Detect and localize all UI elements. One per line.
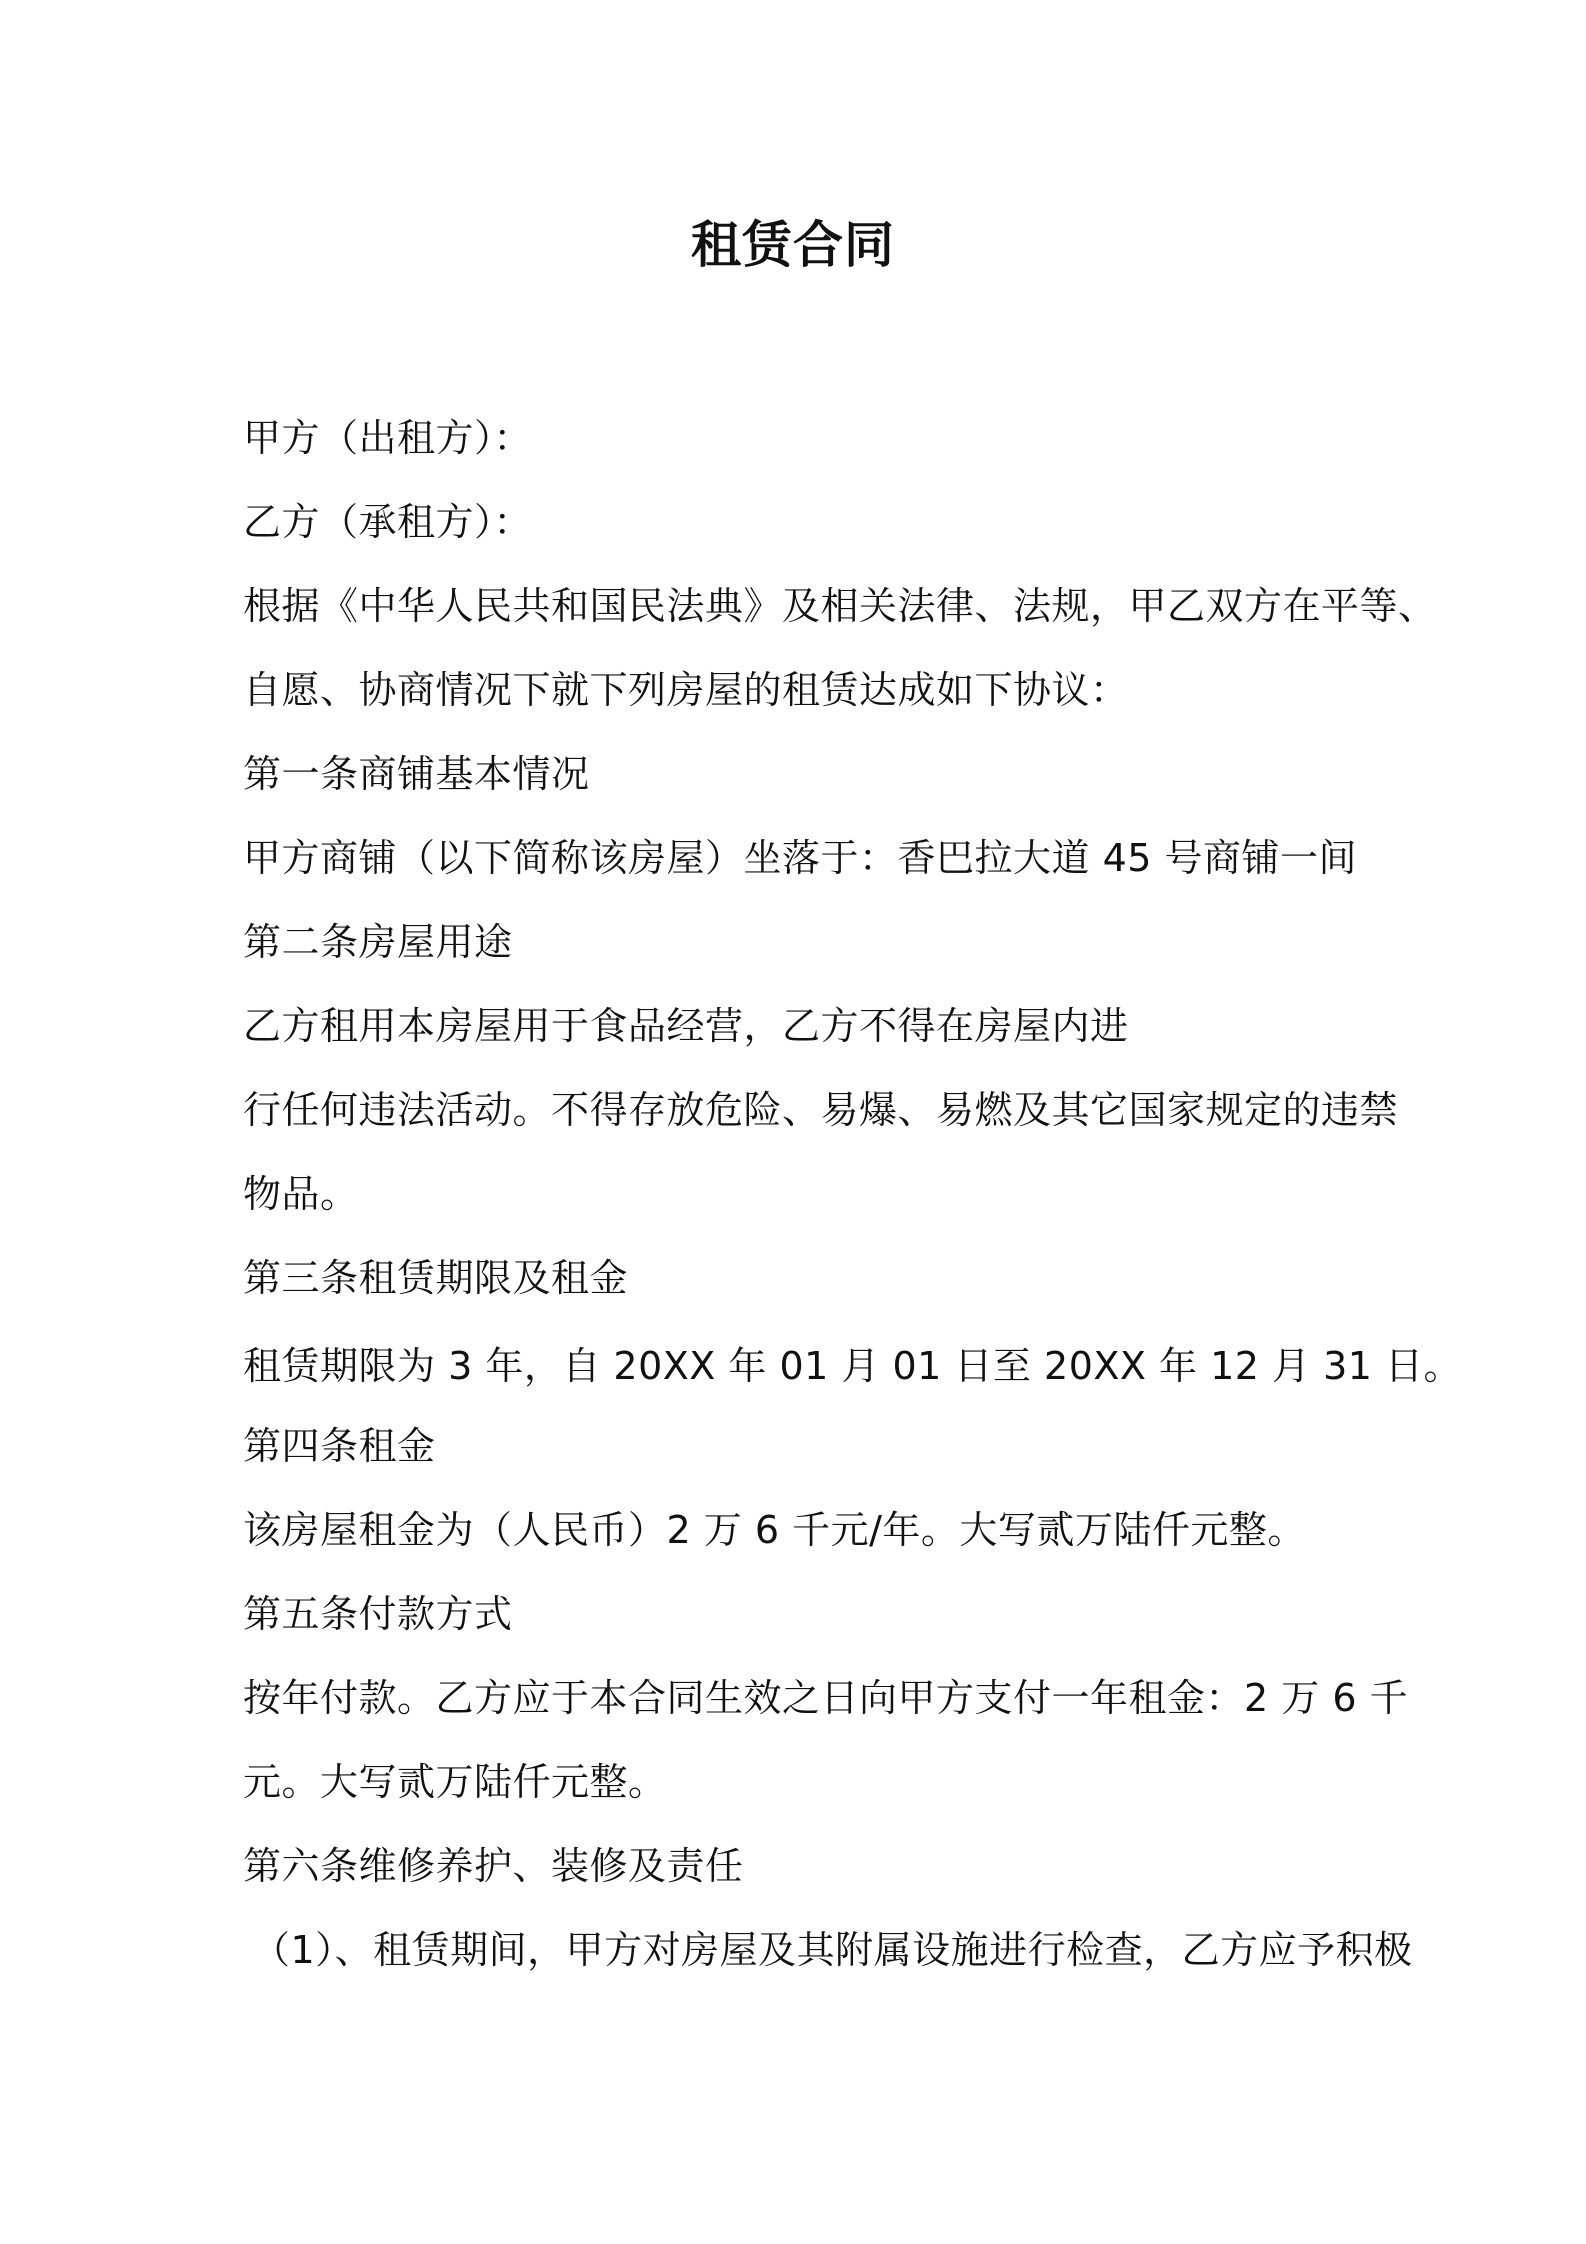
preamble-line-2: 自愿、协商情况下就下列房屋的租赁达成如下协议： [243,668,1129,712]
article-2-text-1: 乙方租用本房屋用于食品经营，乙方不得在房屋内进 [243,1004,1129,1048]
article-5-text-1: 按年付款。乙方应于本合同生效之日向甲方支付一年租金：2 万 6 千 [243,1676,1409,1720]
party-b-line: 乙方（承租方）： [243,500,533,544]
article-5-text-2: 元。大写贰万陆仟元整。 [243,1760,667,1804]
article-2-heading: 第二条房屋用途 [243,920,513,964]
article-1-heading: 第一条商铺基本情况 [243,752,590,796]
article-5-heading: 第五条付款方式 [243,1592,513,1636]
article-4-heading: 第四条租金 [243,1424,436,1468]
document-title: 租赁合同 [691,216,895,274]
party-a-line: 甲方（出租方）： [243,416,533,460]
article-3-text: 租赁期限为 3 年，自 20XX 年 01 月 01 日至 20XX 年 12 月 31 日。 [243,1344,1463,1388]
article-2-text-3: 物品。 [243,1172,359,1216]
article-2-text-2: 行任何违法活动。不得存放危险、易爆、易燃及其它国家规定的违禁 [243,1088,1399,1132]
article-6-clause-1: （1）、租赁期间，甲方对房屋及其附属设施进行检查，乙方应予积极 [252,1928,1413,1972]
preamble-line-1: 根据《中华人民共和国民法典》及相关法律、法规，甲乙双方在平等、 [243,584,1437,628]
article-1-text: 甲方商铺（以下简称该房屋）坐落于：香巴拉大道 45 号商铺一间 [243,836,1358,880]
article-4-text: 该房屋租金为（人民币）2 万 6 千元/年。大写贰万陆仟元整。 [243,1508,1306,1552]
article-3-heading: 第三条租赁期限及租金 [243,1256,629,1300]
article-6-heading: 第六条维修养护、装修及责任 [243,1844,744,1888]
